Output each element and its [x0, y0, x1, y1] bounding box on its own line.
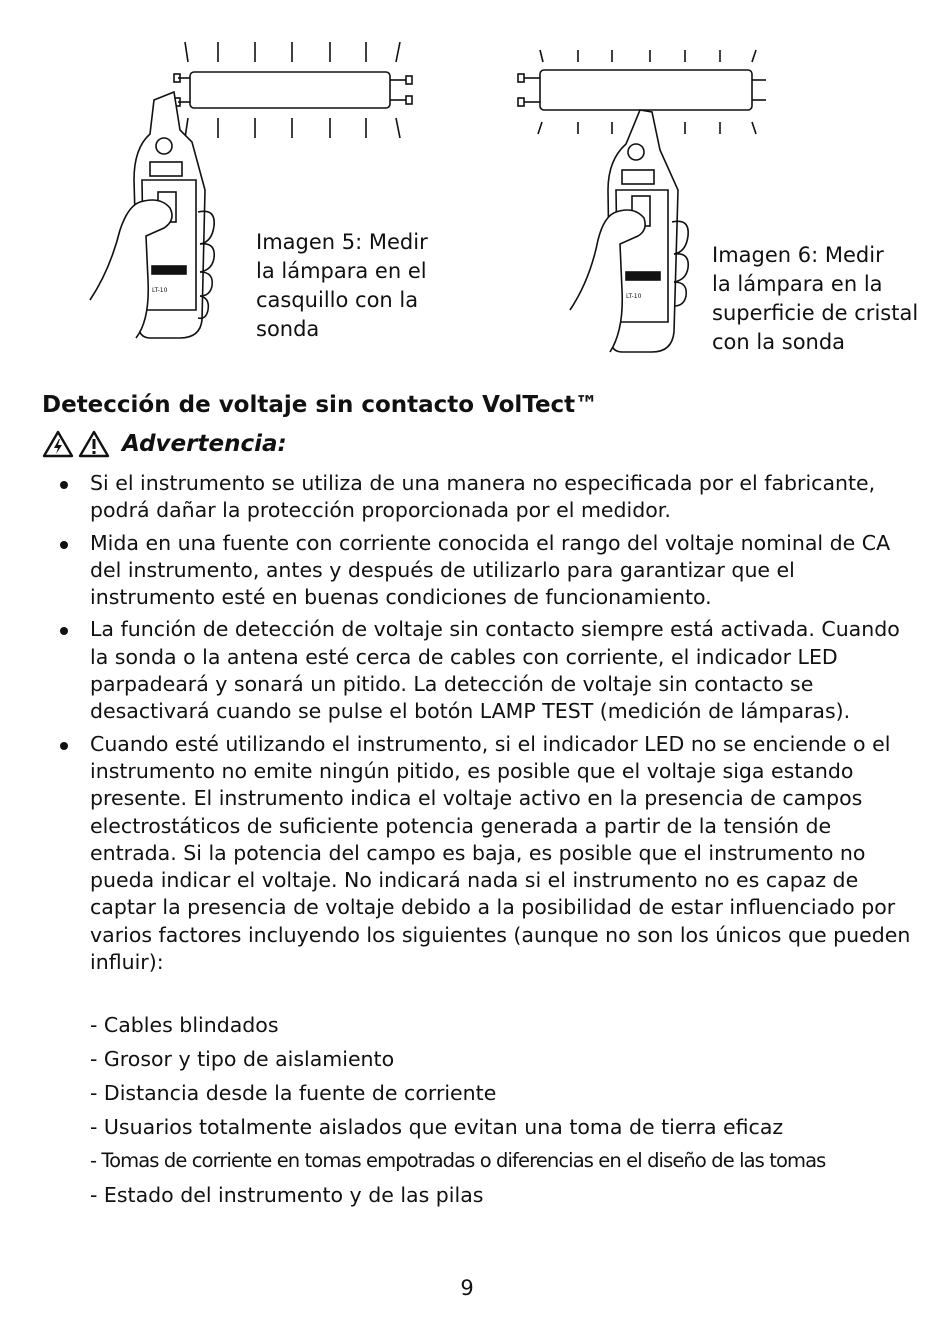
device-label: LT-10 — [152, 287, 168, 294]
list-item: Mida en una fuente con corriente conocida el rango del voltaje nominal de CA del instrumento, antes y después de utilizarlo para garantizar que el instrumento esté en buenas condiciones de funcionamiento. — [58, 530, 918, 612]
list-item: La función de detección de voltaje sin contacto siempre está activada. Cuando la sonda o la antena esté cerca de cables con corriente, el indicador LED parpadeará y sonará un pitido. La detección de voltaje sin contacto se desactivará cuando se pulse el botón LAMP TEST (medición de lámparas). — [58, 616, 918, 725]
factor-item: - Cables blindados — [90, 1013, 279, 1037]
warning-list — [58, 470, 918, 981]
factor-item: - Estado del instrumento y de las pilas — [90, 1183, 484, 1207]
list-item: Si el instrumento se utiliza de una manera no especificada por el fabricante, podrá dañar la protección proporcionada por el medidor. — [58, 470, 918, 525]
factor-item: - Distancia desde la fuente de corriente — [90, 1081, 497, 1105]
warning-label: Advertencia: — [122, 431, 287, 457]
high-voltage-warning-icon — [42, 430, 74, 458]
figure-lamp-socket-test — [80, 30, 250, 360]
warning-heading — [42, 428, 287, 460]
bullet-icon — [60, 541, 68, 549]
factor-list — [90, 1008, 940, 1212]
bullet-icon — [60, 627, 68, 635]
device-label: LT-10 — [626, 293, 642, 300]
factor-item: - Tomas de corriente en tomas empotradas o diferencias en el diseño de las tomas — [90, 1149, 826, 1172]
factor-item: - Grosor y tipo de aislamiento — [90, 1047, 395, 1071]
bullet-icon — [60, 742, 68, 750]
page-number: 9 — [460, 1276, 474, 1300]
figure-caption-6: Imagen 6: Medir la lámpara en la superficie de cristal con la sonda — [712, 243, 919, 354]
figure-caption-5: Imagen 5: Medir la lámpara en el casquillo con la sonda — [256, 230, 428, 341]
list-item: Cuando esté utilizando el instrumento, si el indicador LED no se enciende o el instrumento no emite ningún pitido, es posible que el voltaje siga estando presente. El instrumento indica el voltaje activo en la presencia de campos electrostáticos de suficiente potencia generada a partir de la tensión de entrada. Si la potencia del campo es baja, es posible que el instrumento no pueda indicar el voltaje. No indicará nada si el instrumento no es capaz de captar la presencia de voltaje debido a la posibilidad de estar influenciado por varios factores incluyendo los siguientes (aunque no son los únicos que pueden influir): — [58, 731, 918, 977]
section-title: Detección de voltaje sin contacto VolTect™ — [42, 392, 599, 418]
factor-item: - Usuarios totalmente aislados que evitan una toma de tierra eficaz — [90, 1115, 784, 1139]
warning-triangle-icon — [78, 430, 110, 458]
bullet-icon — [60, 481, 68, 489]
